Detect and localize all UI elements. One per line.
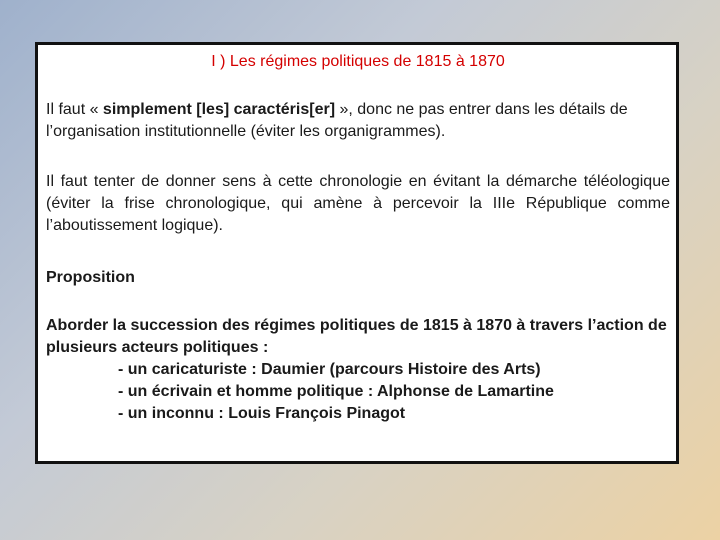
paragraph-chronology: Il faut tenter de donner sens à cette chronologie en évitant la démarche téléologique (éviter la frise chronologique, qui amène à percevoir la IIIe République comme l’aboutissement logique). <box>46 173 670 234</box>
paragraph-instructions-suffix: », donc ne pas entrer dans les détails de l’organisation institutionnelle (éviter les organigrammes). <box>46 101 628 140</box>
proposition-heading: Proposition <box>46 269 135 286</box>
proposition-block <box>46 315 670 425</box>
slide-title: I ) Les régimes politiques de 1815 à 1870 <box>211 53 505 70</box>
list-item: - un caricaturiste : Daumier (parcours Histoire des Arts) <box>118 361 541 378</box>
proposition-text: Aborder la succession des régimes politiques de 1815 à 1870 à travers l’action de plusieurs acteurs politiques : <box>46 317 667 356</box>
list-item: - un inconnu : Louis François Pinagot <box>118 405 406 422</box>
paragraph-instructions <box>46 99 670 143</box>
list-item: - un écrivain et homme politique : Alphonse de Lamartine <box>118 383 554 400</box>
slide-box <box>35 42 679 464</box>
paragraph-instructions-bold: simplement [les] caractéris[er] <box>102 101 336 118</box>
paragraph-instructions-prefix: Il faut « <box>46 101 103 118</box>
